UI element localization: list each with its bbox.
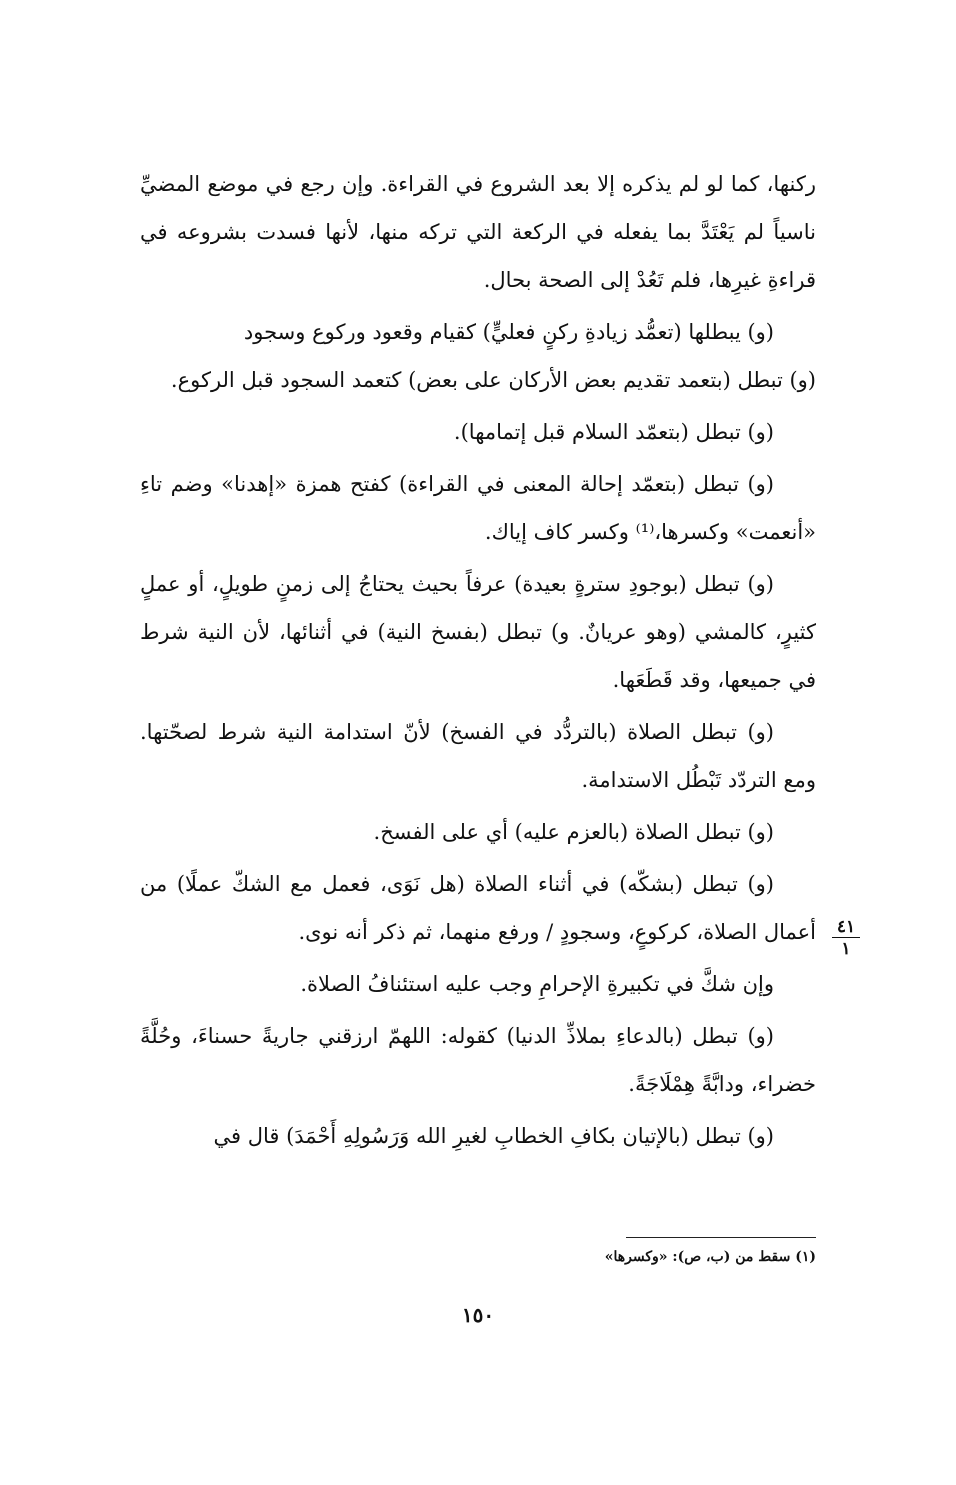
folio-side: ١ bbox=[841, 939, 851, 959]
paragraph-4: (و) تبطل (بتعمّد السلام قبل إتمامها). bbox=[453, 420, 774, 444]
page-body bbox=[140, 160, 816, 1164]
paragraph-10: وإن شكَّ في تكبيرةِ الإحرامِ وجب عليه استئنافُ الصلاة. bbox=[300, 972, 774, 996]
paragraph-1: ركنها، كما لو لم يذكره إلا بعد الشروع في القراءة. وإن رجع في موضع المضيِّ ناسياً لم يَعْتَدَّ بما يفعله في الركعة التي تركه منها، لأنها فسدت بشروعه في قراءةِ غيرِها، فلم تَعُدْ إلى الصحة بحال. bbox=[140, 172, 816, 292]
folio-number: ٤١ bbox=[832, 918, 860, 938]
paragraph-6: (و) تبطل (بوجودِ سترةٍ بعيدة) عرفاً بحيث يحتاجُ إلى زمنٍ طويلٍ، أو عملٍ كثيرٍ، كالمشي (وهو عريانٌ. و) تبطل (بفسخ النية) في أثنائها، لأن النية شرط في جميعها، وقد قَطَعَها. bbox=[140, 572, 816, 692]
paragraph-7: (و) تبطل الصلاة (بالتردُّد في الفسخ) لأنّ استدامة النية شرط لصحّتها. ومع التردّد تَبْطُل الاستدامة. bbox=[140, 720, 816, 792]
footnote-divider bbox=[626, 1237, 816, 1238]
footnote: (١) سقط من (ب، ص): «وكسرها» bbox=[604, 1249, 816, 1265]
paragraph-3: (و) تبطل (بتعمد تقديم بعض الأركان على بعض) كتعمد السجود قبل الركوع. bbox=[170, 368, 816, 392]
page-number: ١٥٠ bbox=[461, 1303, 495, 1327]
paragraph-2: (و) يبطلها (تعمُّد زيادةِ ركنٍ فعليٍّ) كقيام وقعود وركوع وسجود bbox=[243, 320, 774, 344]
paragraph-8: (و) تبطل الصلاة (بالعزم عليه) أي على الفسخ. bbox=[373, 820, 774, 844]
paragraph-9: (و) تبطل (بشكّه) في أثناء الصلاة (هل نَوَى، فعمل مع الشكّ عملًا) من أعمال الصلاة، كركوعٍ، وسجودٍ / ورفع منهما، ثم ذكر أنه نوى. bbox=[140, 872, 816, 944]
paragraph-11: (و) تبطل (بالدعاءِ بملاذِّ الدنيا) كقوله: اللهمّ ارزقني جاريةً حسناءَ، وحُلَّةً خضراء، ودابَّةً هِمْلَاجَةً. bbox=[140, 1024, 816, 1096]
paragraph-12: (و) تبطل (بالإتيان بكافِ الخطابِ لغيرِ الله وَرَسُولِهِ أَحْمَدَ) قال في bbox=[213, 1124, 774, 1148]
manuscript-folio-marker bbox=[832, 918, 860, 958]
paragraph-5: (و) تبطل (بتعمّد إحالة المعنى في القراءة) كفتح همزة «إهدنا» وضم تاءِ «أنعمت» وكسرها،⁽¹⁾ وكسر كاف إياك. bbox=[140, 472, 816, 544]
